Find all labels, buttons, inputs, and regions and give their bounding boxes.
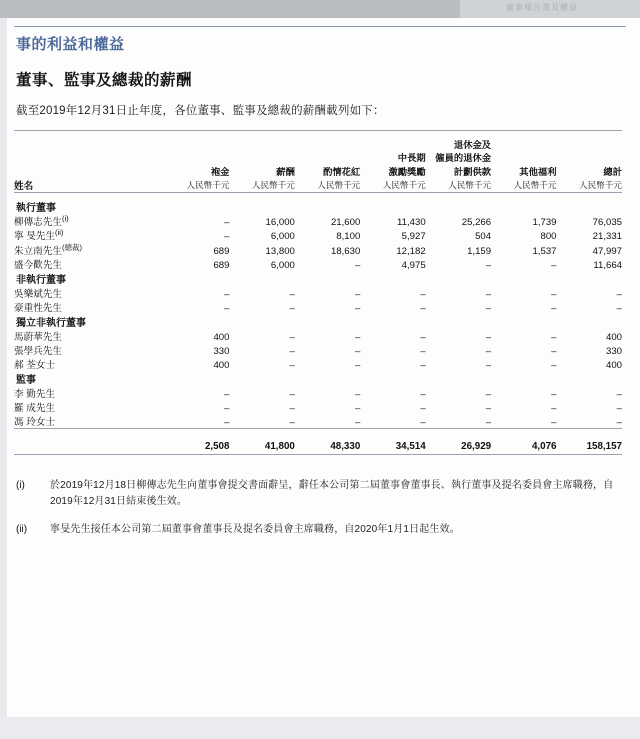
totals-label	[14, 435, 164, 455]
row-name-text: 盛今歡先生	[14, 260, 62, 272]
cell-other: –	[551, 332, 557, 344]
table-row	[14, 242, 622, 257]
cell-other: –	[551, 403, 557, 415]
table-row	[14, 286, 622, 300]
cell-salary: 13,800	[265, 246, 295, 258]
header-other	[491, 139, 556, 192]
header-incentive-line1: 中長期	[397, 153, 426, 164]
cell-total: 76,035	[592, 217, 622, 229]
header-bonus-unit: 人民幣千元	[317, 180, 361, 191]
cell-total: 11,664	[593, 260, 622, 272]
intro-paragraph: 截至2019年12月31日止年度，各位董事、監事及總裁的薪酬載列如下：	[16, 105, 385, 117]
cell-salary: –	[289, 303, 295, 315]
cell-pension: –	[485, 389, 492, 401]
header-pension-unit: 人民幣千元	[448, 180, 492, 191]
cell-incentive: 5,927	[401, 231, 426, 243]
row-name-text: 馮 玲女士	[14, 417, 56, 429]
totals-pension: 26,929	[461, 441, 492, 453]
cell-incentive: –	[420, 360, 426, 372]
totals-salary: 41,800	[264, 441, 295, 453]
header-total	[557, 139, 623, 192]
cell-pension: –	[485, 417, 492, 429]
cell-fees: –	[224, 217, 230, 229]
row-name-footnote: (ii)	[55, 228, 64, 238]
footnote-ii-marker: (ii)	[16, 524, 28, 536]
row-name-text: 馬蔚華先生	[14, 332, 62, 344]
footnotes	[14, 478, 626, 538]
header-other-unit: 人民幣千元	[513, 180, 557, 191]
cell-total: 21,331	[592, 231, 622, 243]
header-divider	[14, 26, 626, 27]
row-name-text: 張學兵先生	[14, 346, 62, 358]
group-heading-row	[14, 199, 622, 214]
header-pension-line1: 退休金及	[453, 140, 492, 150]
table-row	[14, 414, 622, 429]
group-heading-row	[14, 271, 622, 286]
header-bonus	[295, 139, 360, 192]
cell-fees: –	[224, 389, 230, 401]
totals-total: 158,157	[586, 441, 622, 453]
table-totals-row	[14, 435, 622, 455]
table-header-row	[14, 139, 622, 192]
cell-pension: –	[485, 303, 492, 315]
header-pension-line2: 僱員的退休金	[435, 153, 492, 164]
row-name-text: 豪重性先生	[14, 303, 62, 315]
cell-pension: –	[485, 346, 492, 358]
row-name	[14, 242, 164, 257]
group-title-executive: 執行董事	[16, 202, 56, 214]
footnote-i	[16, 478, 626, 510]
cell-salary: –	[289, 389, 295, 401]
row-name-footnote: (總裁)	[61, 243, 82, 253]
cell-pension: 25,266	[461, 217, 492, 229]
header-fees-unit: 人民幣千元	[186, 180, 230, 191]
cell-pension: –	[485, 260, 492, 272]
totals-bonus: 48,330	[330, 441, 361, 453]
page-title: 董事、監事及總裁的薪酬	[16, 72, 193, 89]
cell-total: 47,997	[592, 246, 622, 258]
header-incentive-line2: 激勵獎勵	[388, 166, 426, 177]
row-name	[14, 228, 164, 242]
cell-fees: 400	[213, 360, 230, 372]
row-name	[14, 414, 164, 429]
cell-bonus: –	[354, 389, 361, 401]
table-row	[14, 386, 622, 400]
cell-bonus: 8,100	[336, 231, 361, 243]
header-incentive-unit: 人民幣千元	[382, 180, 426, 191]
header-incentive	[360, 139, 425, 192]
cell-pension: 1,159	[467, 246, 492, 258]
row-name-text: 郝 荃女士	[14, 360, 56, 372]
cell-incentive: –	[420, 417, 426, 429]
cell-bonus: –	[354, 303, 361, 315]
row-name-text: 寧 旻先生	[14, 231, 56, 243]
cell-fees: –	[224, 289, 230, 301]
cell-bonus: –	[354, 360, 361, 372]
row-name	[14, 257, 164, 271]
cell-incentive: –	[420, 332, 426, 344]
cell-fees: 330	[213, 346, 230, 358]
cell-bonus: –	[354, 346, 361, 358]
cell-incentive: 11,430	[397, 217, 426, 229]
row-name	[14, 357, 164, 371]
cell-other: 1,739	[532, 217, 557, 229]
row-name	[14, 386, 164, 400]
table-row	[14, 214, 622, 228]
scan-bottom-margin	[0, 717, 640, 739]
cell-fees: –	[224, 303, 230, 315]
cell-incentive: 4,975	[401, 260, 426, 272]
header-total-label: 總計	[603, 166, 622, 177]
header-other-label: 其他福利	[519, 166, 557, 177]
cell-bonus: –	[354, 289, 361, 301]
header-name: 姓名	[14, 180, 34, 192]
footnote-ii-text: 寧旻先生接任本公司第二屆董事會董事長及提名委員會主席職務，自2020年1月1日起生效。	[50, 524, 460, 536]
cell-total: –	[616, 289, 622, 301]
cell-other: –	[551, 389, 557, 401]
cell-salary: –	[289, 403, 295, 415]
row-name	[14, 329, 164, 343]
totals-fees: 2,508	[204, 441, 230, 453]
cell-other: –	[551, 360, 557, 372]
table-top-rule	[14, 131, 622, 140]
header-bonus-label: 酌情花紅	[323, 166, 361, 177]
table-row	[14, 343, 622, 357]
group-heading-row	[14, 314, 622, 329]
footnote-ii	[16, 522, 626, 538]
cell-pension: –	[485, 403, 492, 415]
cell-fees: –	[224, 403, 230, 415]
cell-salary: –	[289, 289, 295, 301]
row-name	[14, 286, 164, 300]
header-pension	[426, 139, 491, 192]
cell-other: –	[551, 346, 557, 358]
totals-incentive: 34,514	[395, 441, 426, 453]
row-name	[14, 400, 164, 414]
group-title-non-executive: 非執行董事	[16, 275, 66, 287]
header-fees-label: 袍金	[210, 166, 230, 177]
remuneration-table	[14, 130, 622, 462]
cell-salary: 16,000	[265, 217, 295, 229]
cell-total: –	[616, 389, 622, 401]
table-row	[14, 400, 622, 414]
cell-salary: –	[289, 417, 295, 429]
table-row	[14, 357, 622, 371]
cell-bonus: –	[354, 260, 361, 272]
cell-other: 800	[540, 231, 557, 243]
cell-total: –	[616, 403, 622, 415]
cell-salary: –	[289, 346, 295, 358]
table-row	[14, 329, 622, 343]
scan-left-margin	[0, 18, 7, 739]
footnote-i-text: 於2019年12月18日柳傳志先生向董事會提交書面辭呈，辭任本公司第二屆董事會董事長、執行董事及提名委員會主席職務，自2019年12月31日結束後生效。	[50, 480, 614, 508]
cell-incentive: –	[420, 303, 426, 315]
row-name-text: 羅 成先生	[14, 403, 56, 415]
cell-total: 400	[605, 360, 622, 372]
cell-bonus: –	[354, 403, 361, 415]
running-head: 事的利益和權益	[16, 36, 125, 53]
table-bottom-rule	[14, 455, 622, 463]
header-salary-unit: 人民幣千元	[251, 180, 295, 191]
cell-incentive: –	[420, 289, 426, 301]
cell-fees: 400	[213, 332, 230, 344]
cell-fees: 689	[213, 260, 230, 272]
cell-pension: –	[485, 289, 492, 301]
cell-incentive: 12,182	[396, 246, 426, 258]
row-name-text: 朱立南先生	[14, 246, 62, 258]
cell-pension: –	[485, 332, 492, 344]
cell-other: –	[551, 260, 557, 272]
cell-other: –	[551, 289, 557, 301]
header-salary-label: 薪酬	[276, 166, 295, 177]
footnote-i-marker: (i)	[16, 480, 25, 492]
table-row	[14, 228, 622, 242]
row-name-text: 李 勤先生	[14, 389, 56, 401]
cell-total: –	[616, 417, 622, 429]
cell-pension: –	[485, 360, 492, 372]
cell-total: –	[616, 303, 622, 315]
cell-salary: –	[289, 360, 295, 372]
cell-pension: 504	[475, 231, 492, 243]
group-title-supervisors: 監事	[16, 375, 36, 387]
cell-fees: –	[224, 417, 230, 429]
totals-other: 4,076	[531, 441, 557, 453]
row-name	[14, 300, 164, 314]
cell-salary: 6,000	[270, 260, 295, 272]
table-row	[14, 257, 622, 271]
faint-running-header: 董事報告書及權益	[506, 3, 578, 12]
row-name-text: 柳傳志先生	[14, 217, 62, 229]
cell-fees: 689	[213, 246, 230, 258]
cell-incentive: –	[420, 389, 426, 401]
group-title-independent: 獨立非執行董事	[16, 318, 86, 330]
cell-incentive: –	[420, 346, 426, 358]
row-name	[14, 214, 164, 228]
header-fees	[164, 139, 229, 192]
cell-fees: –	[224, 231, 230, 243]
group-heading-row	[14, 371, 622, 386]
cell-bonus: –	[354, 417, 361, 429]
cell-other: –	[551, 303, 557, 315]
cell-bonus: 21,600	[330, 217, 361, 229]
cell-incentive: –	[420, 403, 426, 415]
cell-total: 400	[605, 332, 622, 344]
cell-total: 330	[605, 346, 622, 358]
header-total-unit: 人民幣千元	[579, 180, 622, 191]
cell-salary: –	[289, 332, 295, 344]
table-row	[14, 300, 622, 314]
cell-salary: 6,000	[270, 231, 295, 243]
cell-other: 1,537	[532, 246, 557, 258]
header-salary	[229, 139, 294, 192]
header-pension-line3: 計劃供款	[453, 166, 492, 177]
cell-bonus: –	[354, 332, 361, 344]
row-name-text: 吳樂斌先生	[14, 289, 62, 301]
row-name-footnote: (i)	[61, 213, 69, 223]
row-name	[14, 343, 164, 357]
cell-other: –	[551, 417, 557, 429]
page-content	[14, 26, 626, 550]
cell-bonus: 18,630	[330, 246, 361, 258]
